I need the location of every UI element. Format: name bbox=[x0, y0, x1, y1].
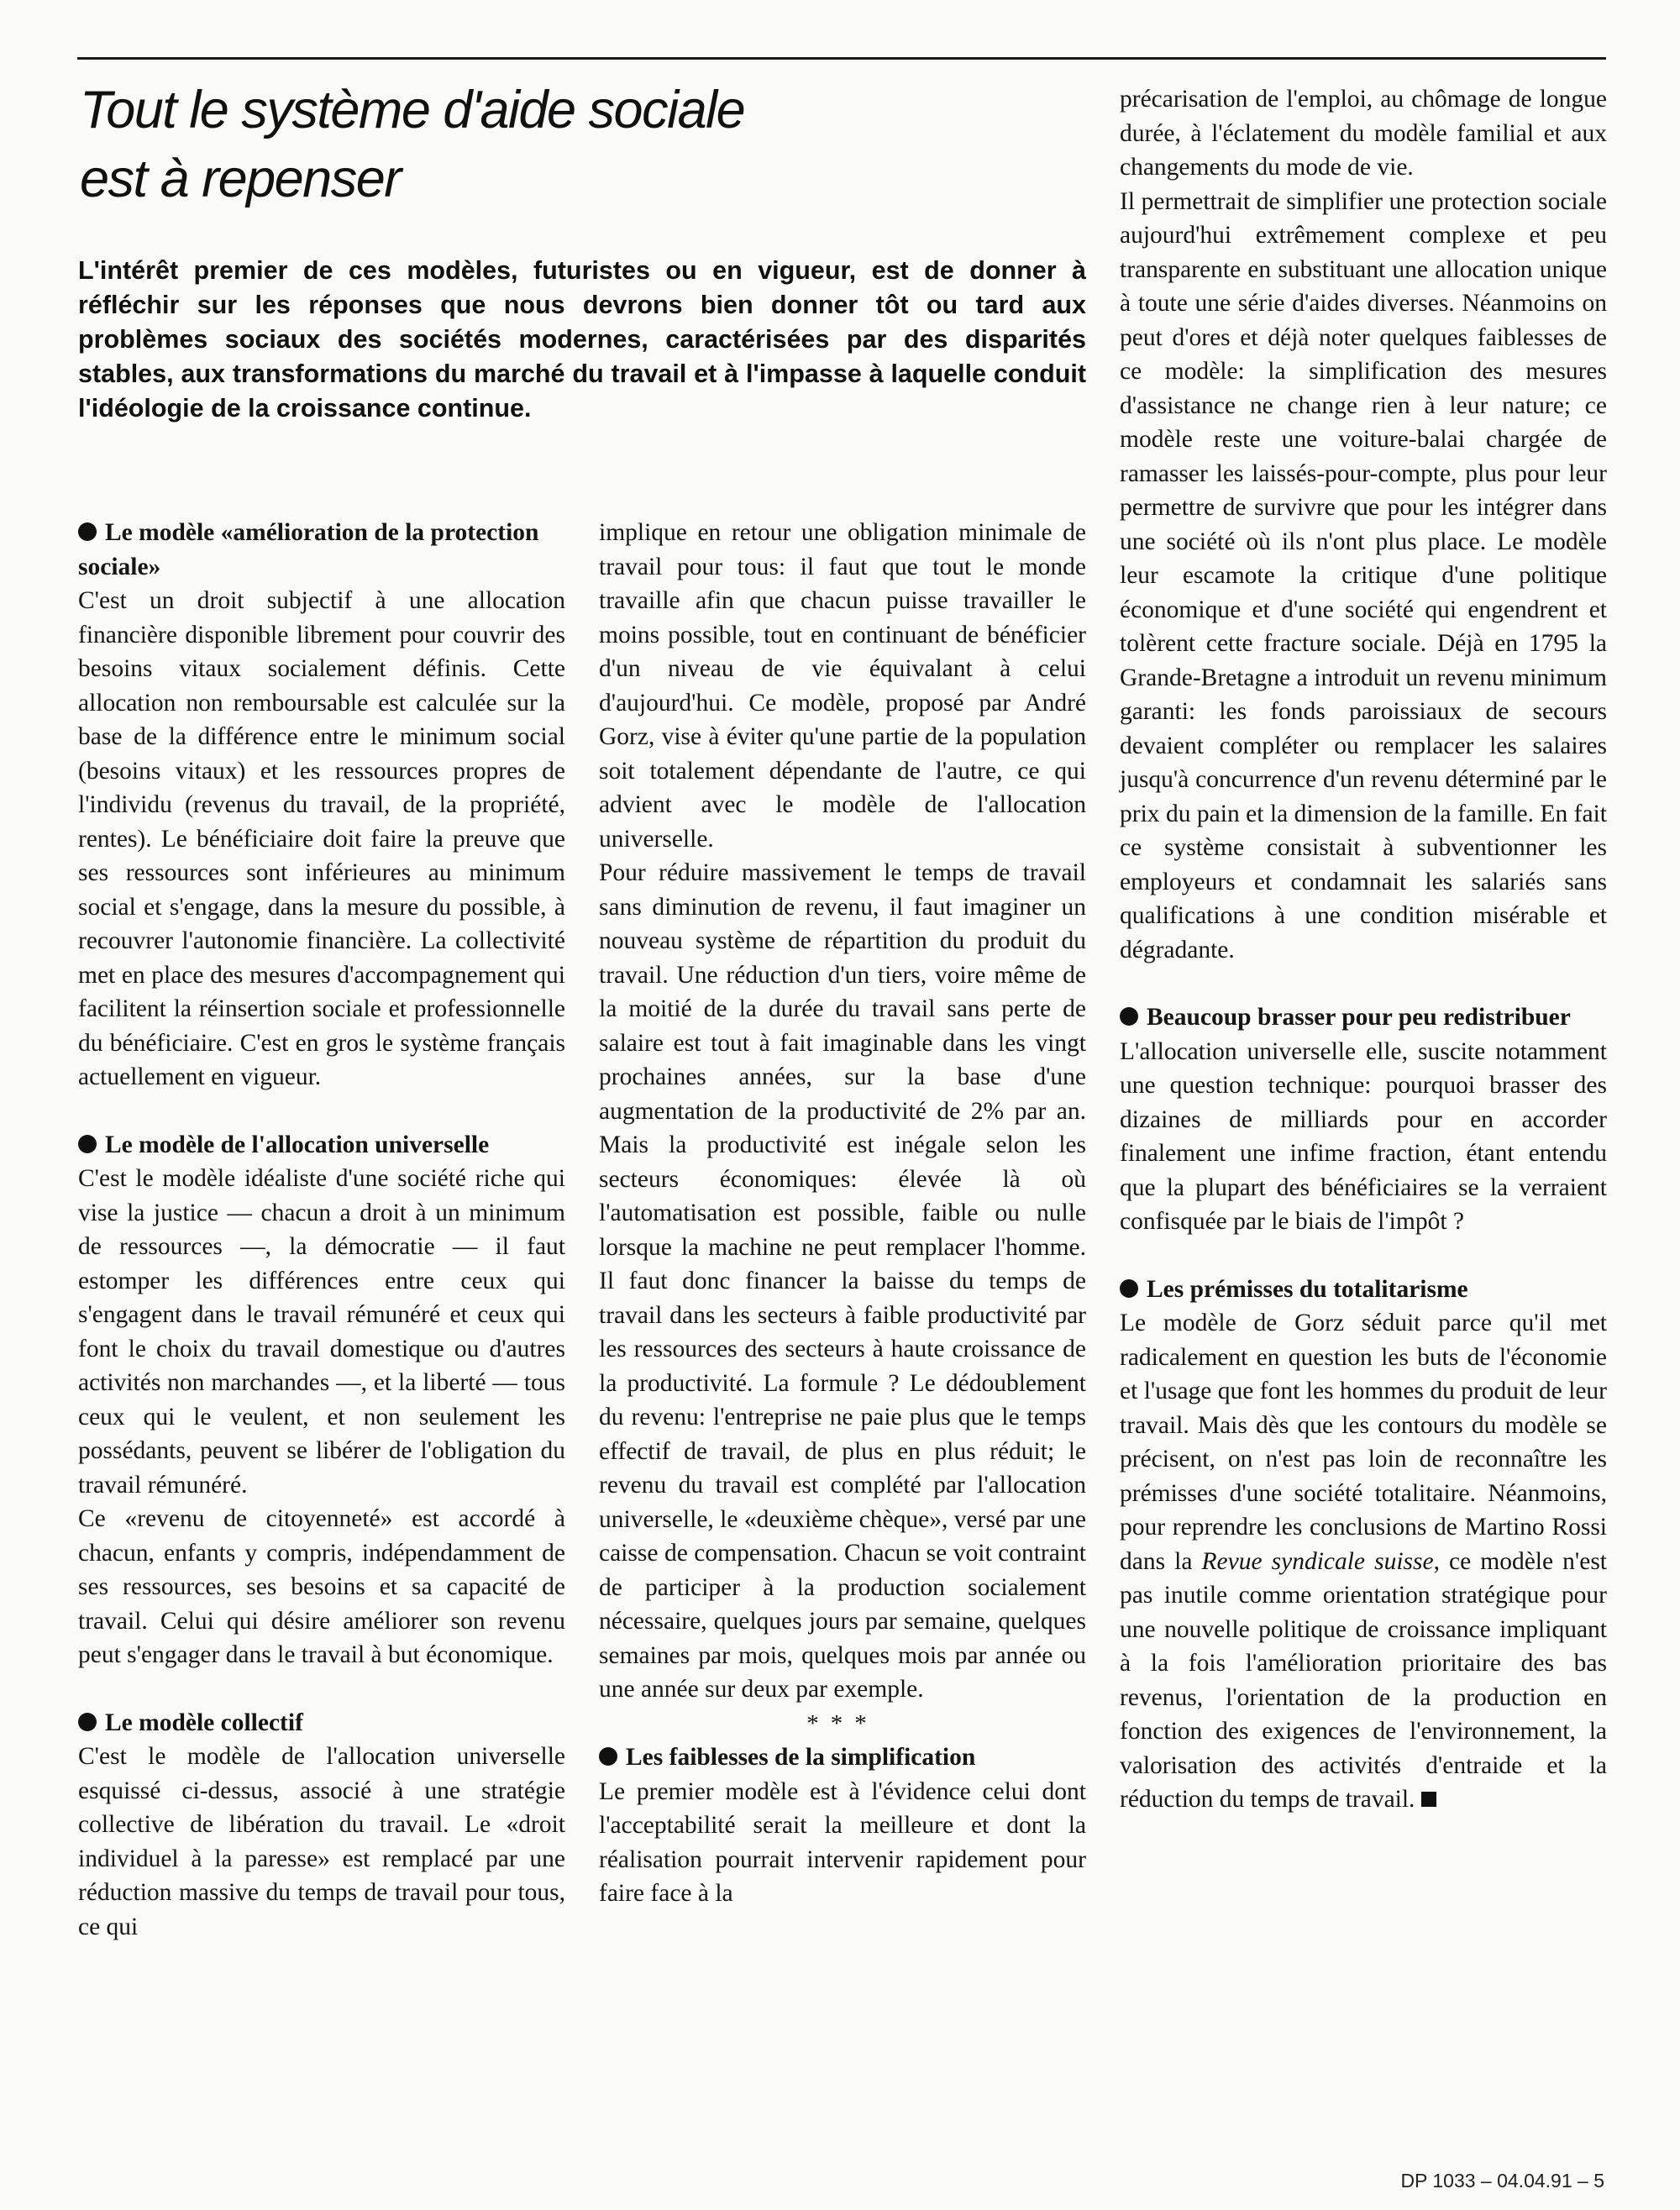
bullet-icon bbox=[1120, 1007, 1138, 1026]
paragraph: Pour réduire massivement le temps de travail sans diminution de revenu, il faut imaginer un nouveau système de répartition du produit du travail. Une réduction d'un tiers, voire même de la moitié de la durée du travail sans perte de salaire est tout à fait imaginable dans les vingt prochaines années, sur la base d'une augmentation de la productivité de 2% par an. Mais la productivité est inégale selon les secteurs économiques: élevée là où l'automatisation est possible, faible ou nulle lorsque la machine ne peut remplacer l'homme. Il faut donc financer la baisse du temps de travail dans les secteurs à faible productivité par les ressources des secteurs à haute croissance de la productivité. La formule ? Le dédoublement du revenu: l'entreprise ne paie plus que le temps effectif de travail, de plus en plus réduit; le revenu du travail est complété par l'allocation universelle, le «deuxième chèque», versé par une caisse de compensation. Chacun se voit contraint de participer à la production socialement nécessaire, quelques jours par semaine, quelques semaines par mois, quelques mois par année ou une année sur deux par exemple. bbox=[599, 859, 1086, 1703]
paragraph: Le modèle de Gorz séduit parce qu'il met radicalement en question les buts de l'économie et l'usage que font les hommes du produit de leur travail. Mais dès que les contours du modèle se précisent, on n'est pas loin de reconnaître les prémisses d'une société totalitaire. Néanmoins, pour reprendre les conclusions de Martino Rossi dans la Revue syndicale suisse, ce modèle n'est pas inutile comme orientation stratégique pour une nouvelle politique de croissance impliquant à la fois l'amélioration prioritaire des bas revenus, l'orientation de la production en fonction des exigences de l'environnement, la valorisation des activités d'entraide et la réduction du temps de travail. bbox=[1120, 1310, 1607, 1813]
section-heading: Les prémisses du totalitarisme bbox=[1147, 1275, 1468, 1303]
section-heading: Le modèle «amélioration de la protection sociale» bbox=[78, 519, 539, 580]
section-faiblesses bbox=[599, 1740, 1086, 1911]
column-2 bbox=[599, 516, 1086, 1911]
paragraph: implique en retour une obligation minimale de travail pour tous: il faut que tout le monde travaille afin que chacun puisse travailler le moins possible, tout en continuant de bénéficier d'un niveau de vie équivalant à celui d'aujourd'hui. Ce modèle, proposé par André Gorz, vise à éviter qu'une partie de la population soit totalement dépendante de l'autre, ce qui advient avec le modèle de l'allocation universelle. bbox=[599, 519, 1086, 853]
article-lead: L'intérêt premier de ces modèles, futuristes ou en vigueur, est de donner à réfléchir sur les réponses que nous devrons bien donner tôt ou tard aux problèmes sociaux des sociétés modernes, caractérisées par des disparités stables, aux transformations du marché du travail et à l'impasse à laquelle conduit l'idéologie de la croissance continue. bbox=[78, 256, 1086, 423]
paragraph: C'est le modèle de l'allocation universelle esquissé ci-dessus, associé à une stratégie collective de libération du travail. Le «droit individuel à la paresse» est remplacé par une réduction massive du temps de travail pour tous, ce qui bbox=[78, 1743, 565, 1940]
section-separator: *** bbox=[806, 1709, 879, 1737]
title-line-1: Tout le système d'aide sociale bbox=[80, 81, 745, 139]
column-1 bbox=[78, 516, 565, 1944]
section-allocation-universelle bbox=[78, 1128, 565, 1672]
bullet-icon bbox=[78, 522, 97, 541]
paragraph: C'est le modèle idéaliste d'une société riche qui vise la justice — chacun a droit à un minimum de ressources —, la démocratie — il faut estomper les différences entre ceux qui s'engagent dans le travail rémunéré et ceux qui font le choix du travail domestique ou d'autres activités non marchandes —, et la liberté — tous ceux qui le veulent, et non seulement les possédants, peuvent se libérer de l'obligation du travail rémunéré. bbox=[78, 1165, 565, 1499]
section-heading: Les faiblesses de la simplification bbox=[626, 1744, 976, 1771]
section-brasser bbox=[1120, 1000, 1607, 1239]
paragraph: Il permettrait de simplifier une protection sociale aujourd'hui extrêmement complexe et peu transparente en substituant une allocation unique à toute une série d'aides diverses. Néanmoins on peut d'ores et déjà noter quelques faiblesses de ce modèle: la simplification des mesures d'assistance ne change rien à leur nature; ce modèle reste une voiture-balai chargée de ramasser les laissés-pour-compte, plus pour leur permettre de survivre que pour les intégrer dans une société où ils n'ont plus place. Le modèle leur escamote la critique d'une politique économique et d'une société qui engendrent et tolèrent cette fracture sociale. Déjà en 1795 la Grande-Bretagne a introduit un revenu minimum garanti: les fonds paroissiaux de secours devaient compléter ou remplacer les salaires jusqu'à concurrence d'un revenu déterminé par le prix du pain et la dimension de la famille. En fait ce système consistait à subventionner les employeurs et condamnait les salariés sans qualifications à une condition misérable et dégradante. bbox=[1120, 187, 1607, 963]
paragraph: précarisation de l'emploi, au chômage de longue durée, à l'éclatement du modèle familial et aux changements du mode de vie. bbox=[1120, 86, 1607, 181]
paragraph: Le premier modèle est à l'évidence celui dont l'acceptabilité serait la meilleure et dont la réalisation pourrait intervenir rapidement pour faire face à la bbox=[599, 1777, 1086, 1907]
paragraph: C'est un droit subjectif à une allocation financière disponible librement pour couvrir des besoins vitaux socialement définis. Cette allocation non remboursable est calculée sur la base de la différence entre le minimum social (besoins vitaux) et les ressources propres de l'individu (revenus du travail, de la propriété, rentes). Le bénéficiaire doit faire la preuve que ses ressources sont inférieures au minimum social et s'engage, dans la mesure du possible, à recouvrer l'autonomie financière. La collectivité met en place des mesures d'accompagnement qui facilitent la réinsertion sociale et professionnelle du bénéficiaire. C'est en gros le système français actuellement en vigueur. bbox=[78, 587, 565, 1090]
section-heading: Beaucoup brasser pour peu redistribuer bbox=[1147, 1004, 1571, 1031]
bullet-icon bbox=[78, 1135, 97, 1153]
section-amelioration bbox=[78, 516, 565, 1095]
section-totalitarisme bbox=[1120, 1273, 1607, 1817]
end-mark-icon bbox=[1421, 1792, 1436, 1807]
section-heading: Le modèle collectif bbox=[105, 1709, 303, 1736]
publication-name: Revue syndicale suisse bbox=[1201, 1547, 1434, 1575]
paragraph: Ce «revenu de citoyenneté» est accordé à chacun, enfants y compris, indépendamment de ses ressources, ses besoins et sa capacité de travail. Celui qui désire améliorer son revenu peut s'engager dans le travail à but économique. bbox=[78, 1505, 565, 1668]
paragraph: L'allocation universelle elle, suscite notamment une question technique: pourquoi brasser des dizaines de milliards pour en accorder finalement une infime fraction, étant entendu que la plupart des bénéficiaires se la verraient confisquée par le biais de l'impôt ? bbox=[1120, 1037, 1607, 1235]
column-3 bbox=[1120, 82, 1607, 1817]
section-heading: Le modèle de l'allocation universelle bbox=[105, 1131, 490, 1158]
article-title bbox=[80, 76, 1071, 213]
bullet-icon bbox=[78, 1713, 97, 1731]
page-folio: DP 1033 – 04.04.91 – 5 bbox=[1400, 2170, 1604, 2192]
section-modele-collectif bbox=[78, 1706, 565, 1945]
title-line-2: est à repenser bbox=[80, 150, 401, 208]
top-rule bbox=[77, 57, 1606, 60]
bullet-icon bbox=[599, 1747, 617, 1766]
bullet-icon bbox=[1120, 1279, 1138, 1298]
